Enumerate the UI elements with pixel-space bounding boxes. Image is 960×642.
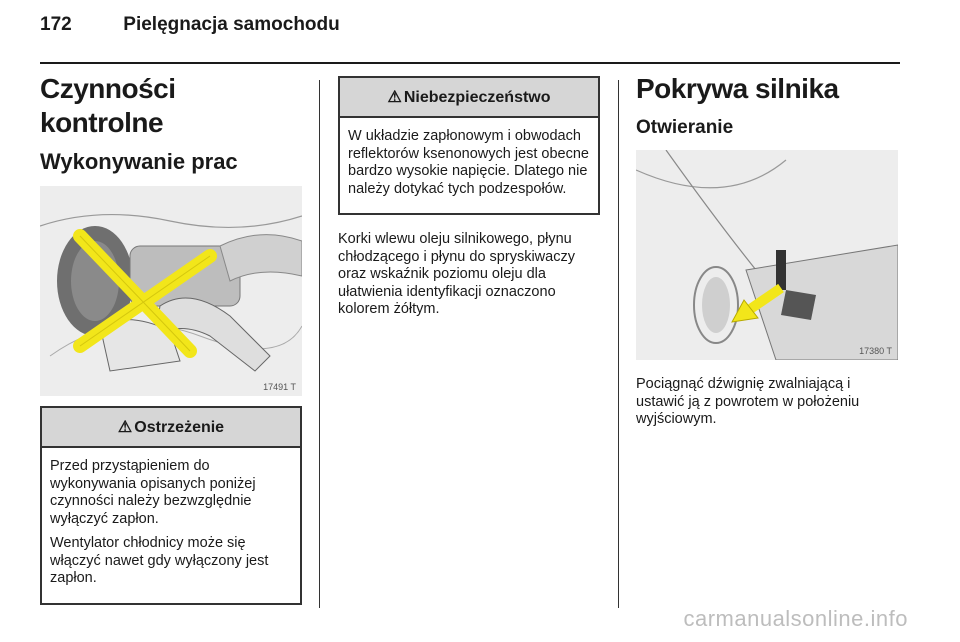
- danger-box: [338, 76, 600, 215]
- page-header: [40, 14, 340, 36]
- figure-number: 17380 T: [859, 346, 892, 356]
- chapter-title: Pielęgnacja samochodu: [123, 14, 340, 35]
- body-paragraph: Korki wlewu oleju silnikowego, płynu chłodzącego i płynu do spryskiwaczy oraz wskaźnik poziomu oleju dla ułatwienia identyfikacji oznaczono kolorem żółtym.: [338, 231, 575, 317]
- column-3: [636, 72, 898, 429]
- watermark: carmanualsonline.info: [683, 606, 908, 631]
- section-title: Czynności kontrolne: [40, 73, 176, 138]
- subsection-title: Otwieranie: [636, 117, 734, 138]
- page-number: 172: [40, 14, 72, 35]
- engine-bay-illustration: [40, 186, 302, 396]
- column-divider-2: [618, 80, 619, 608]
- body-paragraph: Pociągnąć dźwignię zwalniającą i ustawić ją z powrotem w położeniu wyjściowym.: [636, 376, 860, 427]
- danger-header: [340, 78, 598, 118]
- warning-header: [42, 408, 300, 448]
- warning-heading: Ostrzeżenie: [134, 419, 225, 436]
- warning-icon: ⚠: [117, 419, 133, 436]
- warning-body: [42, 448, 300, 603]
- header-rule: [40, 62, 900, 64]
- hood-release-illustration: [636, 150, 898, 360]
- figure-number: 17491 T: [263, 382, 296, 392]
- engine-bay-figure: [40, 186, 302, 396]
- warning-paragraph-2: Wentylator chłodnicy może się włączyć nawet gdy wyłączony jest zapłon.: [50, 535, 269, 586]
- warning-box: [40, 406, 302, 605]
- danger-body: [340, 118, 598, 213]
- danger-text: W układzie zapłonowym i obwodach reflektorów ksenonowych jest obecne bardzo wysokie napięcie. Dlatego nie należy dotykać tych podzespołów.: [348, 128, 589, 197]
- section-title: Pokrywa silnika: [636, 73, 839, 104]
- column-divider-1: [319, 80, 320, 608]
- warning-paragraph-1: Przed przystąpieniem do wykonywania opisanych poniżej czynności należy bezwzględnie wyłączyć zapłon.: [50, 458, 256, 527]
- subsection-title: Wykonywanie prac: [40, 149, 238, 174]
- column-2: [338, 76, 600, 319]
- danger-heading: Niebezpieczeństwo: [403, 89, 551, 106]
- column-1: [40, 72, 302, 605]
- hood-release-figure: [636, 150, 898, 360]
- warning-icon: ⚠: [387, 89, 402, 106]
